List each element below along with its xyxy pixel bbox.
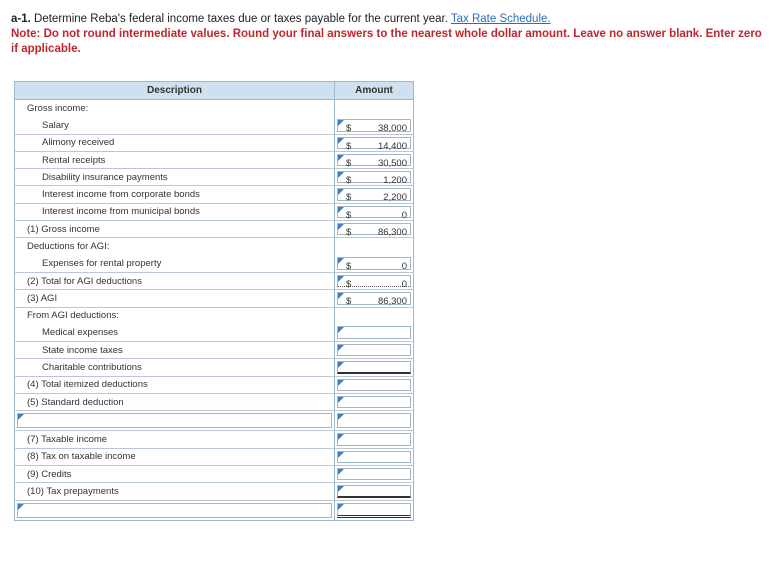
corp-bonds-value: 2,200: [383, 192, 407, 204]
question-text: [11, 12, 771, 27]
disability-label: Disability insurance payments: [15, 169, 335, 186]
muni-bonds-label: Interest income from municipal bonds: [15, 203, 335, 220]
standard-input[interactable]: [337, 396, 411, 408]
rental-label: Rental receipts: [15, 151, 335, 168]
itemized-total-label: (4) Total itemized deductions: [15, 376, 335, 393]
from-agi-heading: From AGI deductions:: [15, 307, 335, 324]
tax-on-income-input[interactable]: [337, 451, 411, 463]
flag-icon: [338, 172, 344, 178]
note-text: Note: Do not round intermediate values. Round your final answers to the nearest whole dollar amount. Leave no answer blank. Enter zero if applicable.: [11, 28, 762, 55]
flag-icon: [338, 155, 344, 161]
deductions-heading: Deductions for AGI:: [15, 238, 335, 255]
dollar-sign: $: [346, 227, 352, 239]
dollar-sign: $: [346, 175, 352, 187]
line-6-description-input[interactable]: [17, 413, 332, 428]
flag-icon: [338, 434, 344, 440]
salary-input[interactable]: [337, 119, 411, 132]
flag-icon: [338, 293, 344, 299]
flag-icon: [338, 276, 344, 282]
dollar-sign: $: [346, 140, 352, 152]
description-header: Description: [15, 82, 335, 100]
flag-icon: [338, 224, 344, 230]
credits-label: (9) Credits: [15, 465, 335, 482]
disability-value: 1,200: [383, 175, 407, 187]
dollar-sign: $: [346, 192, 352, 204]
agi-label: (3) AGI: [15, 290, 335, 307]
line-11-description-input[interactable]: [17, 503, 332, 518]
flag-icon: [338, 486, 344, 492]
flag-icon: [338, 414, 344, 420]
state-tax-input[interactable]: [337, 344, 411, 356]
rental-input[interactable]: [337, 154, 411, 169]
flag-icon: [338, 327, 344, 333]
dollar-sign: $: [346, 122, 352, 134]
state-tax-label: State income taxes: [15, 342, 335, 359]
rental-expenses-label: Expenses for rental property: [15, 255, 335, 272]
flag-icon: [338, 189, 344, 195]
total-agi-deductions-input[interactable]: [337, 275, 411, 290]
credits-input[interactable]: [337, 468, 411, 480]
medical-label: Medical expenses: [15, 324, 335, 341]
salary-label: Salary: [15, 117, 335, 134]
itemized-total-input[interactable]: [337, 379, 411, 391]
tax-worksheet-table: [14, 81, 414, 521]
flag-icon: [338, 397, 344, 403]
agi-input[interactable]: [337, 292, 411, 308]
dollar-sign: $: [346, 261, 352, 273]
gross-income-total-input[interactable]: [337, 223, 411, 239]
dollar-sign: $: [346, 209, 352, 221]
medical-input[interactable]: [337, 326, 411, 339]
flag-icon: [338, 380, 344, 386]
rental-expenses-input[interactable]: [337, 257, 411, 273]
corp-bonds-label: Interest income from corporate bonds: [15, 186, 335, 203]
flag-icon: [338, 207, 344, 213]
muni-bonds-value: 0: [401, 209, 407, 221]
question-label: a-1.: [11, 13, 31, 25]
flag-icon: [338, 469, 344, 475]
alimony-label: Alimony received: [15, 134, 335, 151]
flag-icon: [338, 120, 344, 126]
disability-input[interactable]: [337, 171, 411, 187]
standard-label: (5) Standard deduction: [15, 394, 335, 411]
flag-icon: [338, 138, 344, 144]
flag-icon: [338, 504, 344, 510]
rental-value: 30,500: [377, 157, 407, 169]
instructions: [11, 12, 771, 57]
gross-income-total-value: 86,300: [377, 227, 407, 239]
prepayments-input[interactable]: [337, 485, 411, 497]
flag-icon: [338, 452, 344, 458]
flag-icon: [18, 504, 24, 510]
dollar-sign: $: [346, 296, 352, 308]
dollar-sign: $: [346, 278, 352, 290]
agi-value: 86,300: [377, 296, 407, 308]
question-body: Determine Reba's federal income taxes due or taxes payable for the current year.: [30, 13, 451, 25]
charitable-input[interactable]: [337, 361, 411, 373]
muni-bonds-input[interactable]: [337, 206, 411, 221]
prepayments-label: (10) Tax prepayments: [15, 483, 335, 500]
alimony-value: 14,400: [377, 140, 407, 152]
corp-bonds-input[interactable]: [337, 188, 411, 204]
line-11-amount-input[interactable]: [337, 503, 411, 518]
total-agi-deductions-label: (2) Total for AGI deductions: [15, 272, 335, 289]
tax-on-income-label: (8) Tax on taxable income: [15, 448, 335, 465]
tax-rate-schedule-link[interactable]: Tax Rate Schedule.: [450, 13, 551, 25]
rental-expenses-value: 0: [401, 261, 407, 273]
flag-icon: [18, 414, 24, 420]
line-6-amount-input[interactable]: [337, 413, 411, 428]
gross-income-total-label: (1) Gross income: [15, 221, 335, 238]
dollar-sign: $: [346, 157, 352, 169]
total-agi-deductions-value: 0: [401, 278, 407, 290]
taxable-income-label: (7) Taxable income: [15, 431, 335, 448]
flag-icon: [338, 258, 344, 264]
salary-value: 38,000: [377, 122, 407, 134]
charitable-label: Charitable contributions: [15, 359, 335, 376]
flag-icon: [338, 345, 344, 351]
alimony-input[interactable]: [337, 137, 411, 152]
taxable-income-input[interactable]: [337, 433, 411, 445]
gross-income-heading: Gross income:: [15, 100, 335, 117]
amount-header: Amount: [335, 82, 414, 100]
flag-icon: [338, 362, 344, 368]
